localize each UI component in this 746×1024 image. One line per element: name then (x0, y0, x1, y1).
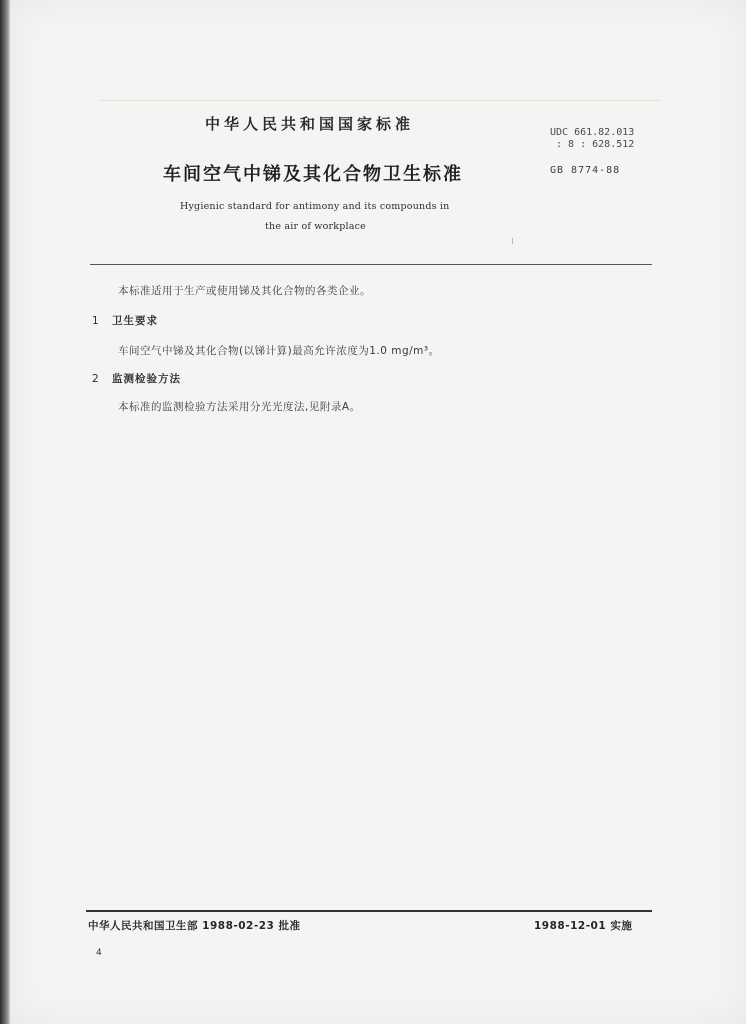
section-2-number: 2 (92, 373, 100, 385)
section-1-text: 车间空气中锑及其化合物(以锑计算)最高允许浓度为1.0 mg/m³。 (118, 345, 440, 357)
section-2-heading (92, 371, 181, 386)
gb-standard-number: GB 8774-88 (550, 165, 621, 176)
section-2-text: 本标准的监测检验方法采用分光光度法,见附录A。 (118, 401, 361, 413)
approval-note: 中华人民共和国卫生部 1988-02-23 批准 (88, 920, 301, 932)
implementation-date: 1988-12-01 实施 (534, 920, 633, 932)
udc-line-1: UDC 661.82.013 (550, 127, 635, 138)
scope-paragraph: 本标准适用于生产或使用锑及其化合物的各类企业。 (118, 285, 371, 297)
scan-left-edge (0, 0, 10, 1024)
footer-divider (86, 910, 652, 912)
section-2-title: 监测检验方法 (112, 373, 181, 385)
document-title-chinese: 车间空气中锑及其化合物卫生标准 (163, 164, 463, 185)
scan-mark (512, 238, 513, 244)
udc-line-2: : 8 : 628.512 (556, 139, 635, 150)
section-1-number: 1 (92, 315, 100, 327)
udc-code (550, 127, 634, 151)
page-number: 4 (96, 948, 102, 958)
section-1-heading (92, 313, 158, 328)
section-1-title: 卫生要求 (112, 315, 158, 327)
faint-top-rule (100, 100, 660, 101)
title-divider (90, 264, 652, 265)
document-title-english-line-2: the air of workplace (265, 221, 366, 232)
document-page (10, 0, 746, 1024)
document-title-english-line-1: Hygienic standard for antimony and its compounds in (180, 201, 450, 212)
national-standard-header: 中华人民共和国国家标准 (205, 115, 415, 133)
